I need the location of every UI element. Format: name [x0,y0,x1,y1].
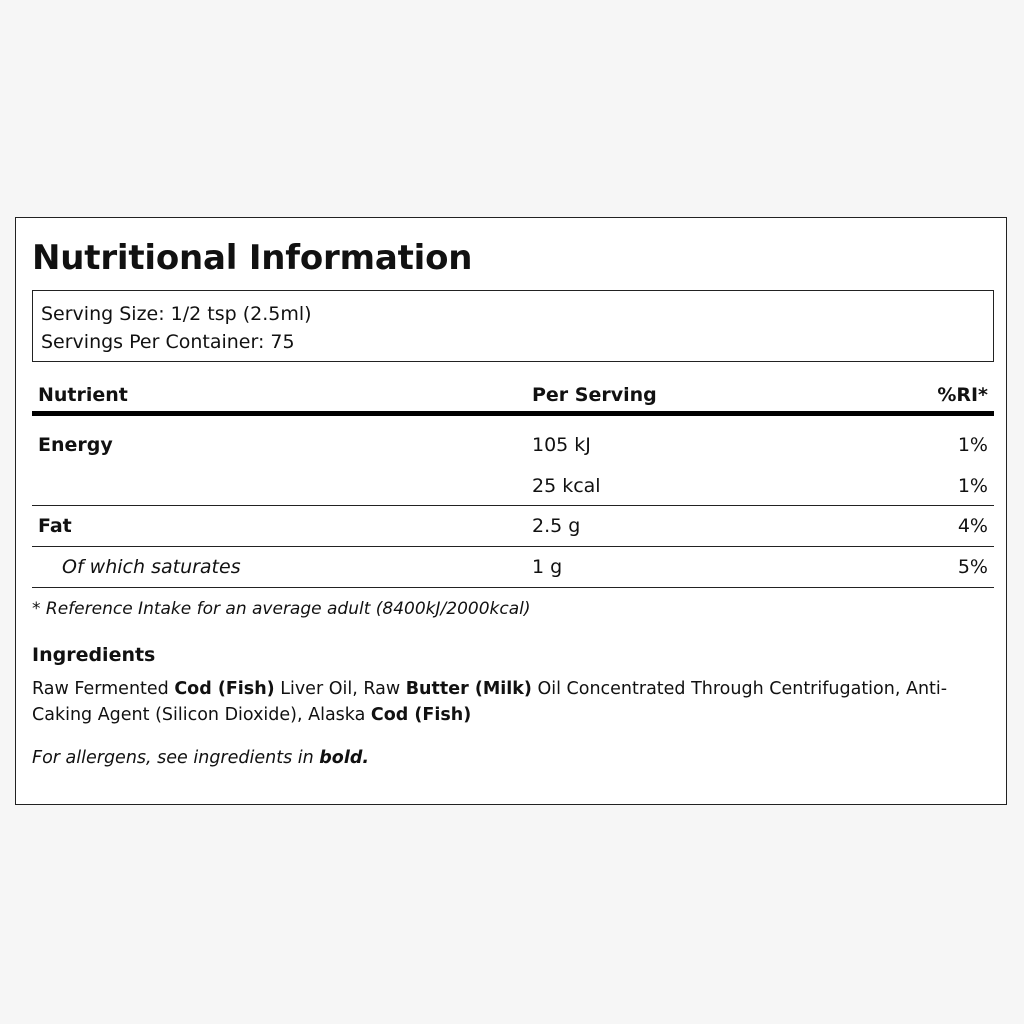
serving-info-box [32,290,994,362]
header-per-serving: Per Serving [532,383,657,406]
header-nutrient: Nutrient [38,383,128,406]
per-serving-value: 1 g [532,556,563,578]
serving-size: Serving Size: 1/2 tsp (2.5ml) [41,303,312,325]
ri-value: 1% [957,434,988,456]
ingredient-segment: Liver Oil, Raw [274,679,406,699]
allergen-note-bold: bold. [319,748,370,768]
nutrition-table [32,378,994,588]
ri-value: 5% [957,556,988,578]
servings-per-container: Servings Per Container: 75 [41,331,295,353]
ingredient-segment: Raw Fermented [32,679,175,699]
ingredient-segment: Oil Concentrated Through Centrifugation, Anti-Caking Agent (Silicon Dioxide), Alaska [32,679,948,725]
per-serving-value: 2.5 g [532,515,581,537]
nutrition-label [15,217,1007,805]
table-header-row [32,378,994,416]
allergen-note [32,748,369,768]
ingredients-text [32,676,972,728]
ri-value: 1% [957,474,988,497]
table-row [32,466,994,506]
per-serving-value: 105 kJ [532,434,591,456]
allergen-ingredient: Butter (Milk) [405,679,532,699]
nutrient-name: Energy [38,434,113,456]
nutrient-name: Of which saturates [62,556,241,578]
allergen-note-prefix: For allergens, see ingredients in [32,748,320,768]
nutrient-name: Fat [38,515,72,537]
table-row [32,506,994,547]
header-ri: %RI* [937,383,988,406]
reference-intake-footnote: * Reference Intake for an average adult (8400kJ/2000kcal) [32,599,531,619]
ri-value: 4% [957,515,988,537]
table-row [32,547,994,588]
per-serving-value: 25 kcal [532,474,601,497]
table-row [32,416,994,466]
allergen-ingredient: Cod (Fish) [370,705,472,725]
allergen-ingredient: Cod (Fish) [174,679,275,699]
ingredients-heading: Ingredients [32,644,156,666]
page-title: Nutritional Information [32,238,473,278]
